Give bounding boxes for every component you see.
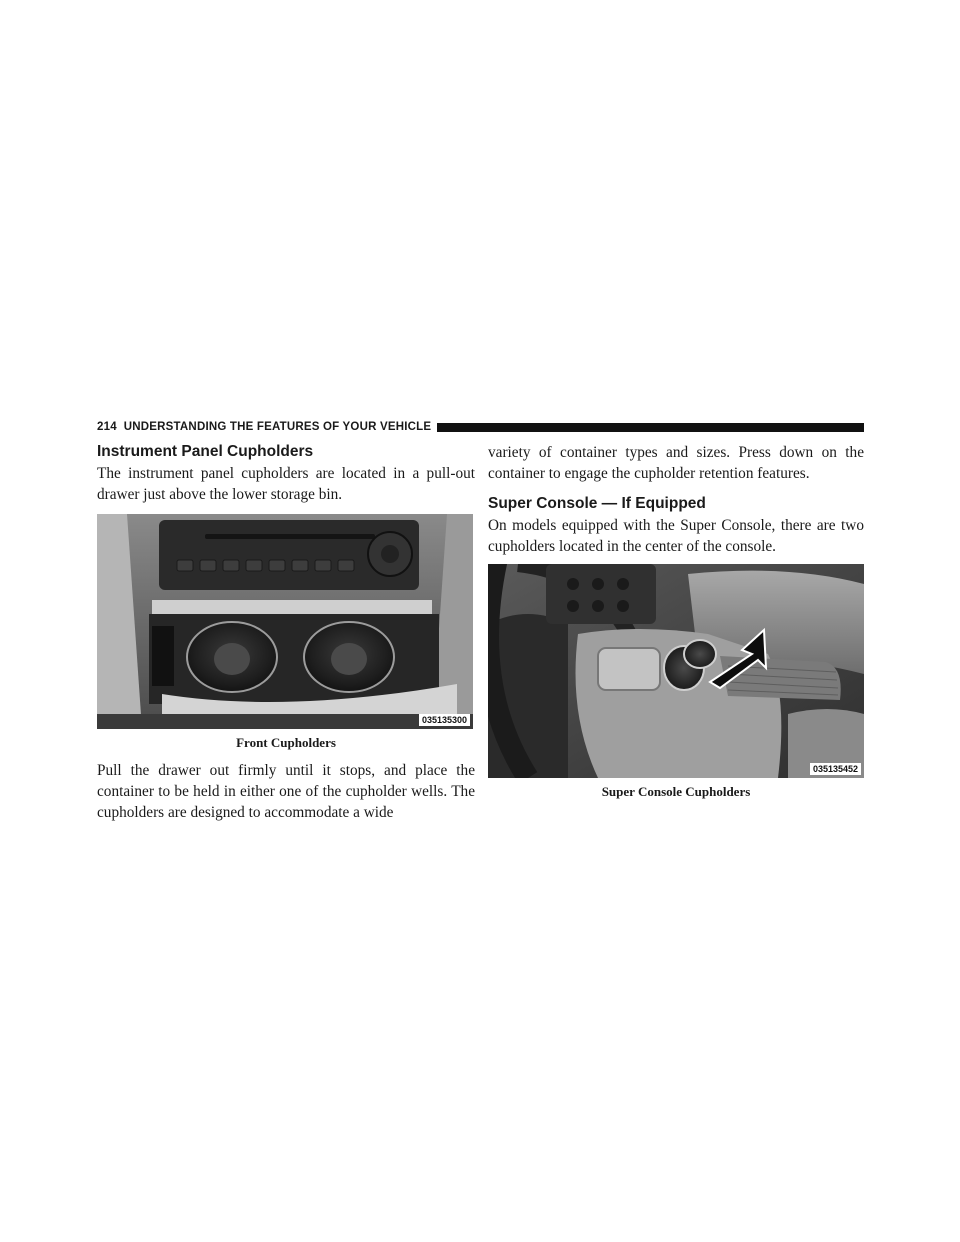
figure-code: 035135300	[419, 714, 470, 726]
right-column	[488, 442, 864, 800]
intro-paragraph: The instrument panel cupholders are located in a pull-out drawer just above the lower storage bin.	[97, 465, 475, 503]
body-paragraph: Pull the drawer out firmly until it stops, and place the container to be held in either one of the cupholder wells. The cupholders are designed to accommodate a wide	[97, 762, 475, 821]
continuation-paragraph: variety of container types and sizes. Press down on the container to engage the cupholder retention features.	[488, 444, 864, 482]
super-console-intro-paragraph: On models equipped with the Super Console, there are two cupholders located in the center of the console.	[488, 517, 864, 555]
page-number: 214	[97, 421, 117, 433]
super-console-photo	[488, 564, 864, 778]
front-cupholders-illustration	[97, 514, 473, 729]
figure-caption: Front Cupholders	[236, 735, 336, 750]
section-title: UNDERSTANDING THE FEATURES OF YOUR VEHICLE	[123, 421, 432, 433]
page-header	[97, 418, 864, 436]
figure-caption: Super Console Cupholders	[601, 784, 751, 799]
section-heading-super-console: Super Console — If Equipped	[488, 495, 706, 512]
left-column	[97, 442, 475, 823]
section-heading-instrument-panel-cupholders: Instrument Panel Cupholders	[97, 443, 314, 460]
front-cupholders-photo	[97, 514, 473, 729]
header-rule	[437, 423, 864, 432]
figure-code: 035135452	[810, 763, 861, 775]
super-console-illustration	[488, 564, 864, 778]
